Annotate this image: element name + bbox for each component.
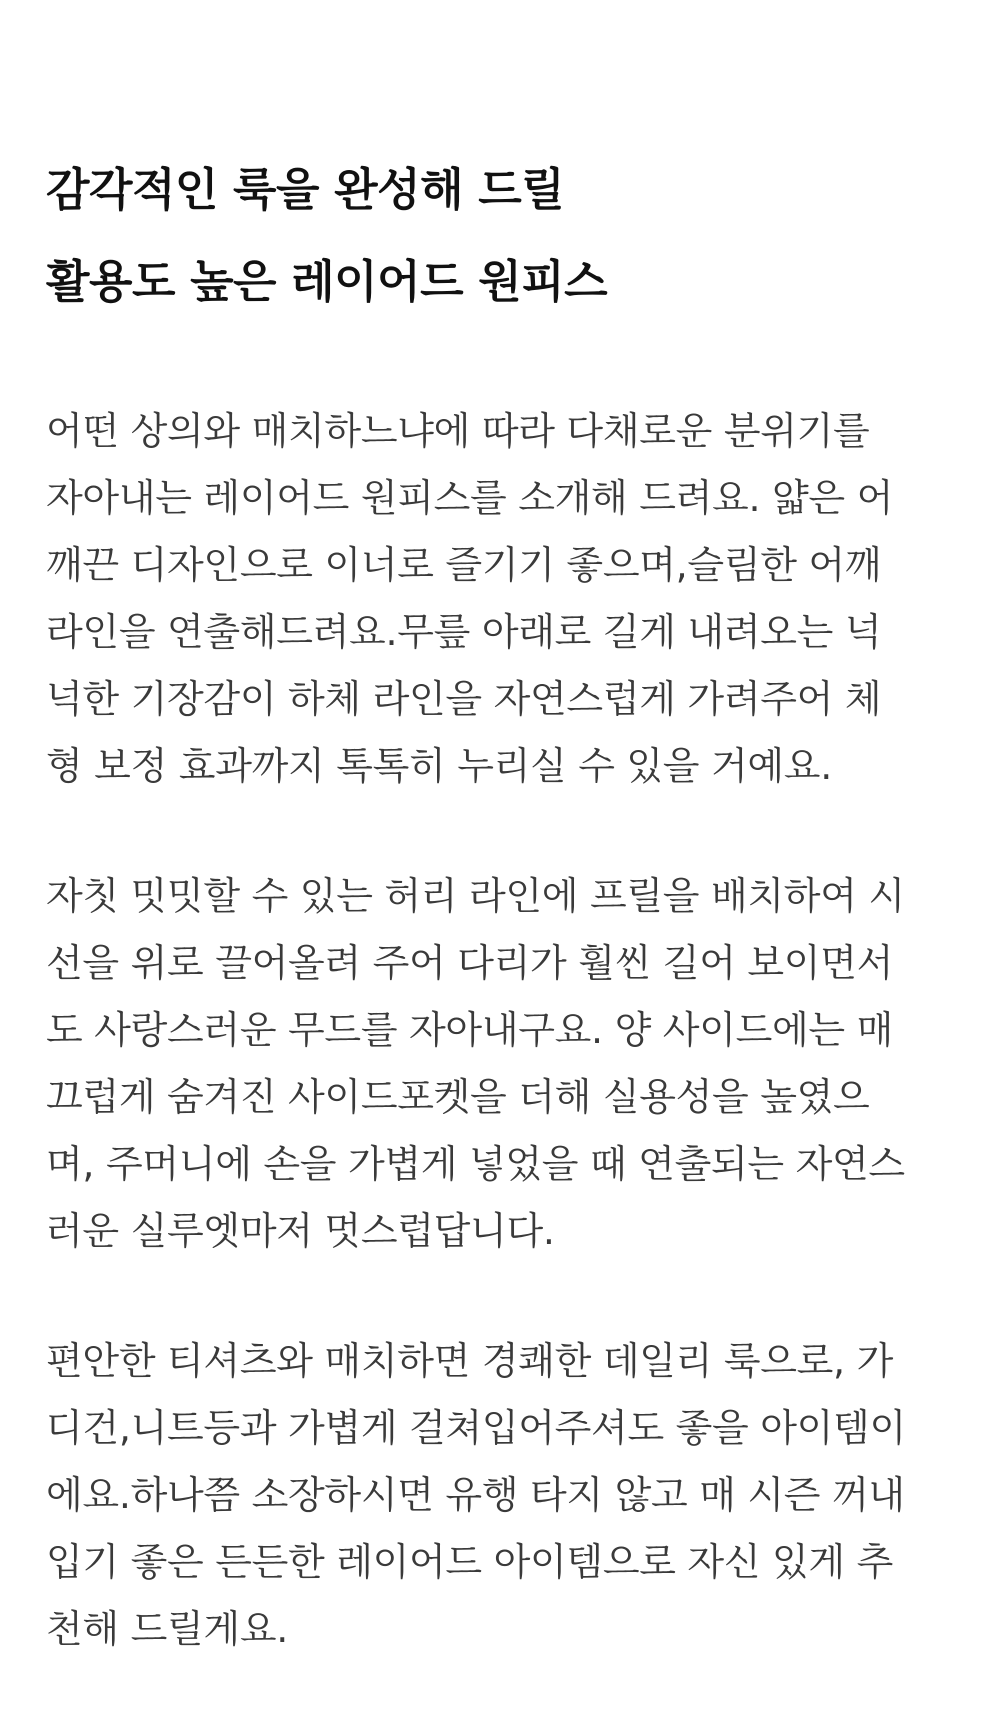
- paragraph-line: 며, 주머니에 손을 가볍게 넣었을 때 연출되는 자연스: [46, 1142, 905, 1186]
- title-line: 활용도 높은 레이어드 원피스: [46, 255, 608, 308]
- paragraph-line: 디건,니트등과 가볍게 걸쳐입어주셔도 좋을 아이템이: [46, 1406, 906, 1450]
- paragraph-line: 끄럽게 숨겨진 사이드포켓을 더해 실용성을 높였으: [46, 1075, 870, 1119]
- paragraph-line: 러운 실루엣마저 멋스럽답니다.: [46, 1209, 555, 1253]
- page-title: [46, 144, 961, 328]
- paragraph-line: 형 보정 효과까지 톡톡히 누리실 수 있을 거예요.: [46, 744, 832, 788]
- paragraph-line: 입기 좋은 든든한 레이어드 아이템으로 자신 있게 추: [46, 1540, 894, 1584]
- paragraph-line: 편안한 티셔츠와 매치하면 경쾌한 데일리 룩으로, 가: [46, 1339, 894, 1383]
- paragraph-line: 깨끈 디자인으로 이너로 즐기기 좋으며,슬림한 어깨: [46, 543, 882, 587]
- description-paragraph-2: [46, 863, 961, 1265]
- paragraph-line: 천해 드릴게요.: [46, 1607, 289, 1651]
- paragraph-line: 자아내는 레이어드 원피스를 소개해 드려요. 얇은 어: [46, 476, 894, 520]
- title-line: 감각적인 룩을 완성해 드릴: [46, 163, 565, 216]
- paragraph-line: 자칫 밋밋할 수 있는 허리 라인에 프릴을 배치하여 시: [46, 874, 905, 918]
- paragraph-line: 라인을 연출해드려요.무릎 아래로 길게 내려오는 넉: [46, 610, 882, 654]
- description-paragraph-1: [46, 398, 961, 800]
- paragraph-line: 어떤 상의와 매치하느냐에 따라 다채로운 분위기를: [46, 409, 870, 453]
- paragraph-line: 선을 위로 끌어올려 주어 다리가 훨씬 길어 보이면서: [46, 941, 894, 985]
- description-paragraph-3: [46, 1328, 961, 1663]
- paragraph-line: 도 사랑스러운 무드를 자아내구요. 양 사이드에는 매: [46, 1008, 894, 1052]
- paragraph-line: 넉한 기장감이 하체 라인을 자연스럽게 가려주어 체: [46, 677, 882, 721]
- paragraph-line: 에요.하나쯤 소장하시면 유행 타지 않고 매 시즌 꺼내: [46, 1473, 905, 1517]
- product-description: [46, 144, 961, 1663]
